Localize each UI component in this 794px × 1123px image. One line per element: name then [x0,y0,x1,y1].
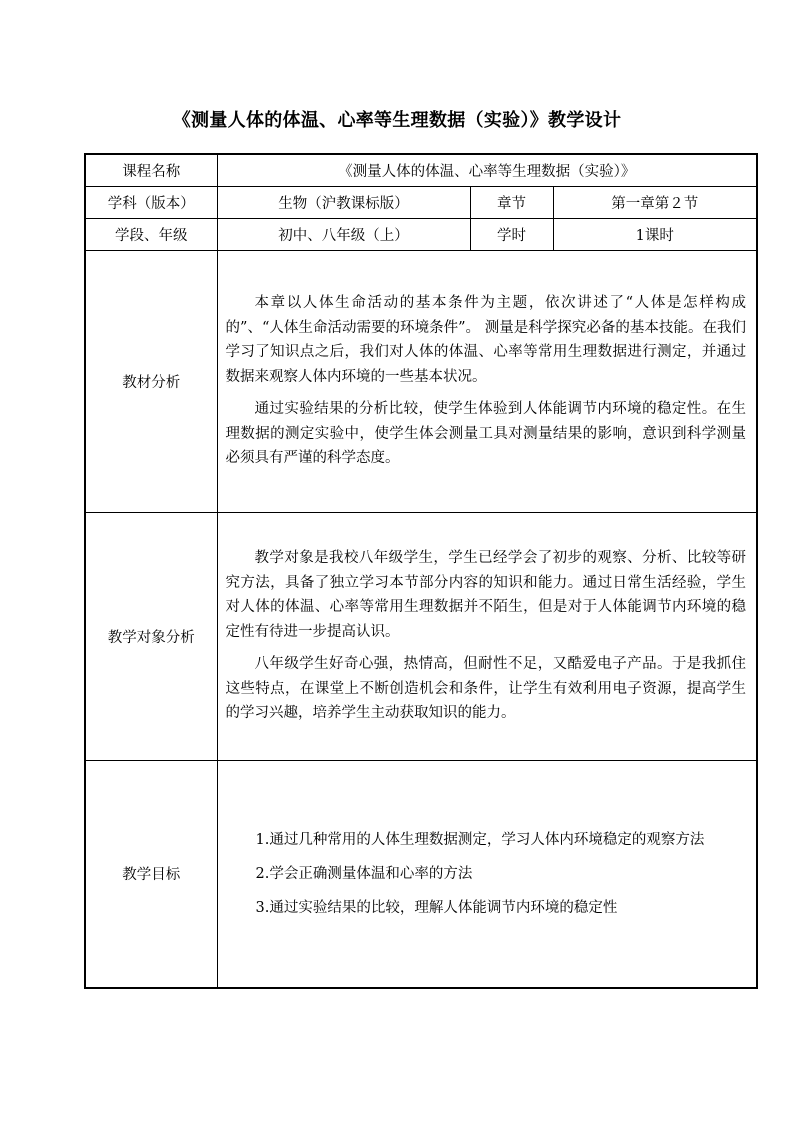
teaching-goals-content [217,760,757,988]
material-analysis-content [217,250,757,512]
row-student-analysis [85,512,757,760]
student-analysis-paragraph-1: 教学对象是我校八年级学生，学生已经学会了初步的观察、分析、比较等研究方法，具备了独立学习本节部分内容的知识和能力。通过日常生活经验，学生对人体的体温、心率等常用生理数据并不陌生，但是对于人体能调节内环境的稳定性有待进一步提高认识。 [225,550,747,640]
hours-value: 1课时 [553,218,757,250]
material-analysis-paragraph-2: 通过实验结果的分析比较，使学生体验到人体能调节内环境的稳定性。在生理数据的测定实验中，使学生体会测量工具对测量结果的影响，意识到科学测量必须具有严谨的科学态度。 [225,401,747,467]
grade-label: 学段、年级 [85,218,217,250]
teaching-goal-item: 3.通过实验结果的比较，理解人体能调节内环境的稳定性 [255,899,618,916]
course-name-label: 课程名称 [85,154,217,186]
student-analysis-content [217,512,757,760]
hours-label: 学时 [470,218,553,250]
chapter-label: 章节 [470,186,553,218]
subject-label: 学科（版本） [85,186,217,218]
teaching-goal-item: 1.通过几种常用的人体生理数据测定，学习人体内环境稳定的观察方法 [255,831,705,848]
student-analysis-label: 教学对象分析 [85,512,217,760]
lesson-plan-table [84,153,756,989]
course-name-value: 《测量人体的体温、心率等生理数据（实验）》 [217,154,757,186]
material-analysis-label: 教材分析 [85,250,217,512]
chapter-value: 第一章第２节 [553,186,757,218]
row-teaching-goals [85,760,757,988]
teaching-goals-label: 教学目标 [85,760,217,988]
row-course-name [85,154,757,186]
material-analysis-paragraph-1: 本章以人体生命活动的基本条件为主题，依次讲述了“人体是怎样构成的”、“人体生命活动需要的环境条件”。 测量是科学探究必备的基本技能。在我们学习了知识点之后，我们对人体的体温、心率等常用生理数据进行测定，并通过数据来观察人体内环境的一些基本状况。 [225,295,747,385]
document-title: 《测量人体的体温、心率等生理数据（实验）》教学设计 [172,110,622,131]
grade-value: 初中、八年级（上） [217,218,470,250]
row-grade [85,218,757,250]
row-material-analysis [85,250,757,512]
subject-value: 生物（沪教课标版） [217,186,470,218]
teaching-goal-item: 2.学会正确测量体温和心率的方法 [255,865,473,882]
student-analysis-paragraph-2: 八年级学生好奇心强，热情高，但耐性不足，又酷爱电子产品。于是我抓住这些特点，在课堂上不断创造机会和条件，让学生有效利用电子资源，提高学生的学习兴趣，培养学生主动获取知识的能力。 [225,656,747,722]
row-subject [85,186,757,218]
